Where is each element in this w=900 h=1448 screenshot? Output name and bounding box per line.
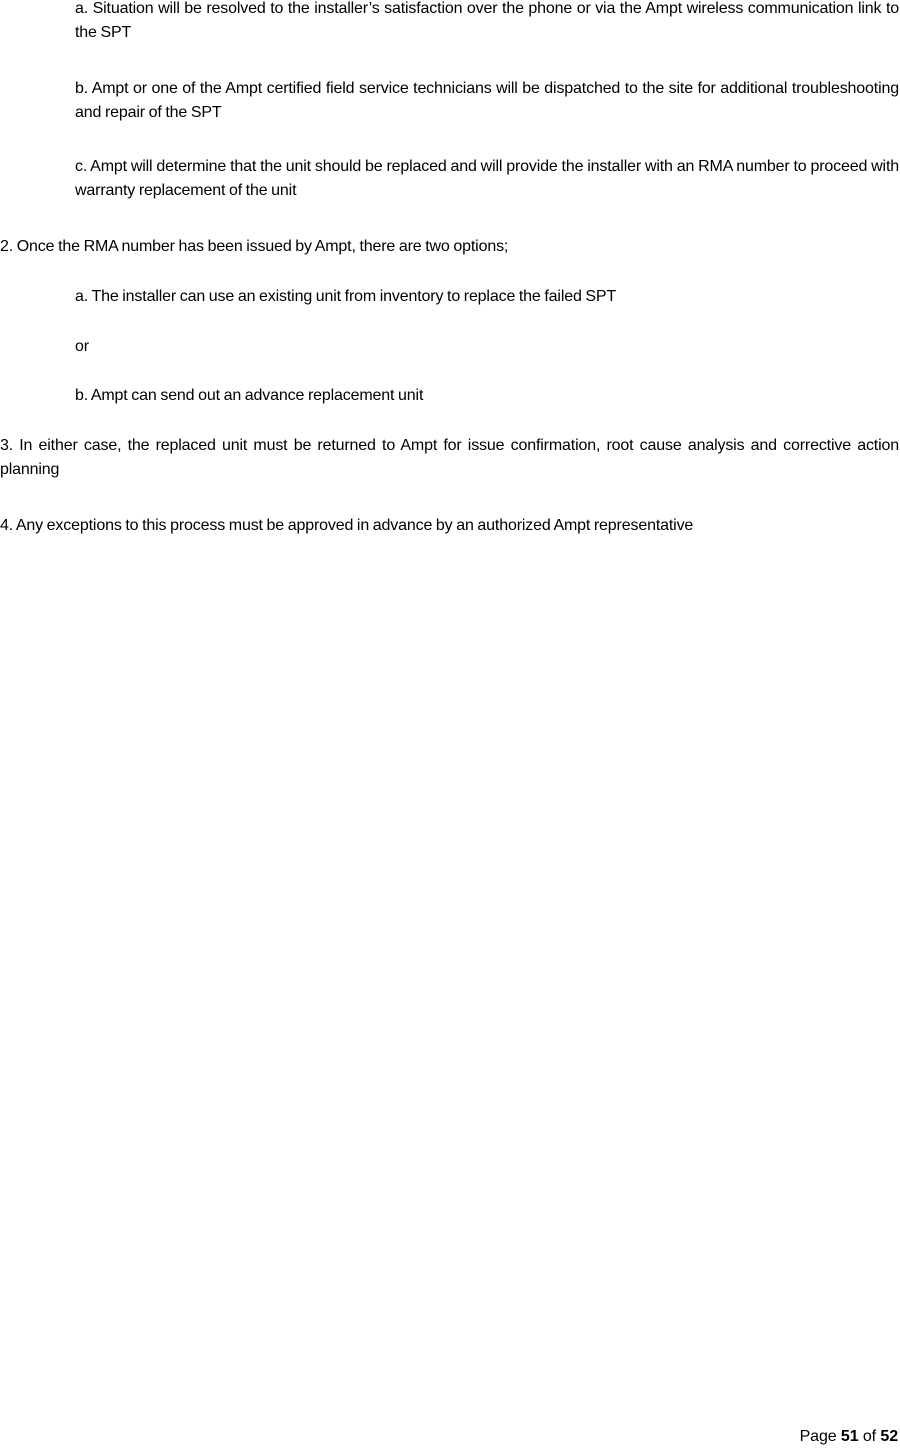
page-label: Page [799, 1428, 837, 1445]
page-number: 51 [840, 1428, 859, 1445]
list-item-2-or: or [75, 338, 89, 355]
list-item-1a: a. Situation will be resolved to the installer’s satisfaction over the phone or via the Ampt wireless communication link to the SPT [75, 0, 899, 41]
list-item-2: 2. Once the RMA number has been issued by Ampt, there are two options; [0, 238, 509, 255]
list-item-1c: c. Ampt will determine that the unit should be replaced and will provide the installer with an RMA number to proceed with warranty replacement of the unit [75, 158, 899, 199]
list-item-3: 3. In either case, the replaced unit must be returned to Ampt for issue confirmation, root cause analysis and corrective action planning [0, 437, 899, 478]
list-item-4: 4. Any exceptions to this process must be approved in advance by an authorized Ampt representative [0, 517, 694, 534]
page-footer [800, 1427, 898, 1447]
list-item-2a: a. The installer can use an existing unit from inventory to replace the failed SPT [75, 288, 617, 305]
list-item-1b: b. Ampt or one of the Ampt certified field service technicians will be dispatched to the site for additional troubleshooting and repair of the SPT [75, 80, 899, 121]
of-label: of [862, 1428, 877, 1445]
list-item-2b: b. Ampt can send out an advance replacement unit [75, 387, 424, 404]
total-pages: 52 [880, 1428, 898, 1445]
